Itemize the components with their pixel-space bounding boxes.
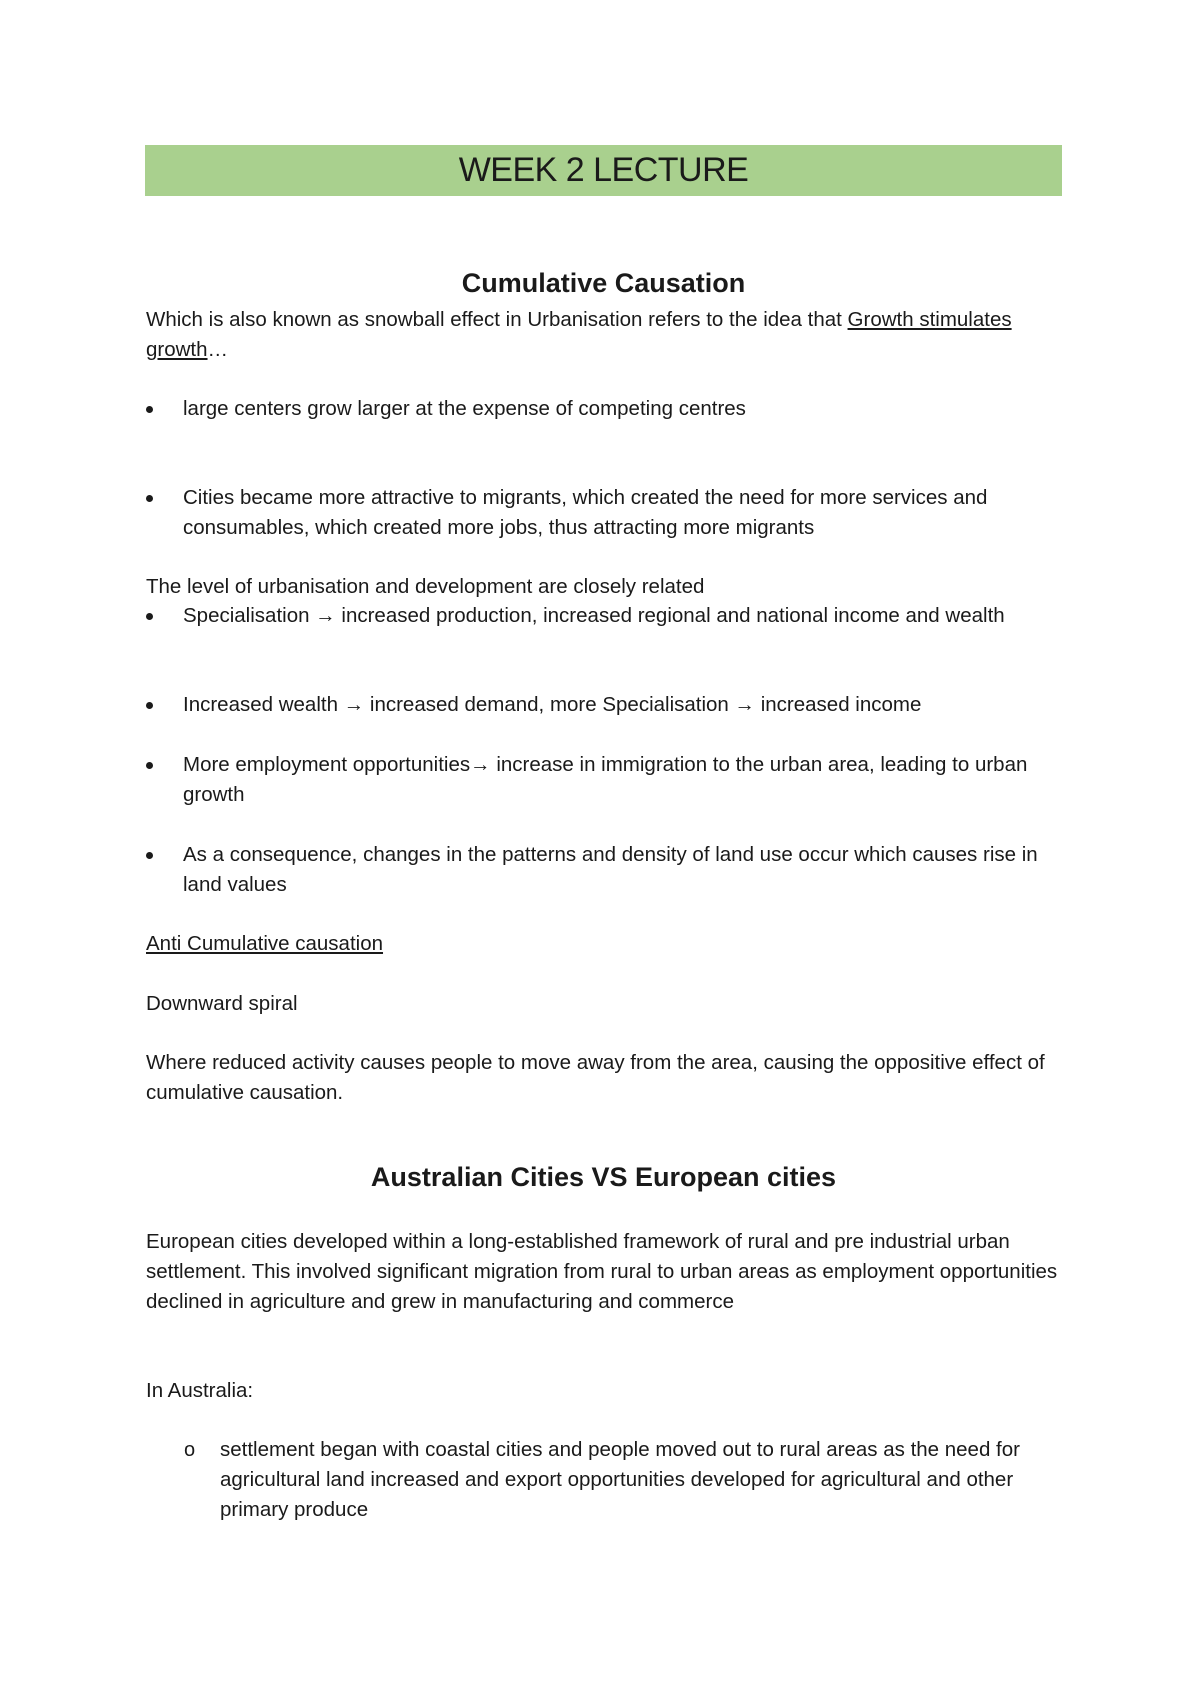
list-item: [146, 690, 1066, 720]
list-item-text: More employment opportunities→ increase in immigration to the urban area, leading to urban growth: [183, 753, 1028, 806]
bullet-icon: [146, 495, 153, 502]
relation-line: The level of urbanisation and development are closely related: [146, 575, 705, 598]
arrow-right-icon: →: [734, 693, 756, 716]
intro-end: …: [207, 338, 229, 361]
list-item: [146, 394, 1066, 424]
list-item: [146, 1435, 1066, 1525]
list-item-text: As a consequence, changes in the patterns and density of land use occur which causes rise in land values: [183, 843, 1038, 896]
bullet-icon: [146, 762, 153, 769]
intro-text: Which is also known as snowball effect in Urbanisation refers to the idea that: [146, 308, 848, 331]
list-item-text: Increased wealth → increased demand, more Specialisation → increased income: [183, 693, 922, 716]
list-item-text: Specialisation → increased production, increased regional and national income and wealth: [183, 604, 1005, 627]
section-heading-australian: Australian Cities VS European cities: [370, 1162, 837, 1192]
bullet-icon: [146, 406, 153, 413]
bullet-icon: [146, 852, 153, 859]
circle-bullet-icon: o: [184, 1439, 196, 1461]
list-item-text: Cities became more attractive to migrants, which created the need for more services and consumables, which created more jobs, thus attracting more migrants: [183, 486, 988, 539]
arrow-right-icon: →: [470, 753, 491, 776]
arrow-right-icon: →: [315, 604, 336, 627]
list-item: [146, 840, 1066, 900]
list-item: [146, 750, 1066, 810]
list-item-text: settlement began with coastal cities and people moved out to rural areas as the need for agricultural land increased and export opportunities developed for agricultural and other primary produce: [220, 1438, 1020, 1521]
bullet-icon: [146, 613, 153, 620]
bullet-icon: [146, 702, 153, 709]
intro-underlined: Growth stimulates growth: [146, 308, 1012, 361]
in-australia-label: In Australia:: [146, 1379, 254, 1402]
arrow-right-icon: →: [343, 693, 365, 716]
where-paragraph: Where reduced activity causes people to move away from the area, causing the oppositive effect of cumulative causation.: [146, 1051, 1045, 1104]
european-paragraph: European cities developed within a long-established framework of rural and pre industrial urban settlement. This involved significant migration from rural to urban areas as employment opportunities declined in agriculture and grew in manufacturing and commerce: [146, 1230, 1058, 1313]
anti-cumulative-heading: Anti Cumulative causation: [146, 932, 384, 955]
list-item: [146, 483, 1066, 543]
list-item: [146, 601, 1066, 631]
page-title: WEEK 2 LECTURE: [145, 145, 1062, 196]
intro-paragraph: [146, 305, 1066, 365]
section-heading-cumulative: Cumulative Causation: [461, 268, 746, 298]
downward-spiral: Downward spiral: [146, 992, 298, 1015]
list-item-text: large centers grow larger at the expense of competing centres: [183, 397, 746, 420]
